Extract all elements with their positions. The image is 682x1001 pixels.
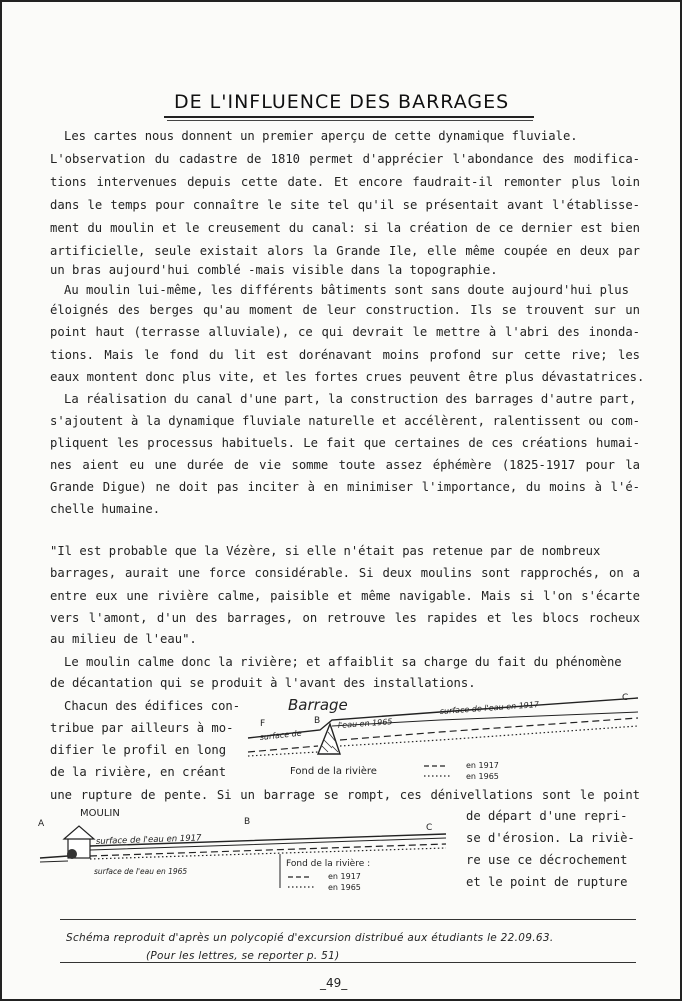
text-line: dans le temps pour connaître le site tel qu'il se présentait avant l'établisse- [50, 198, 640, 212]
river-bottom-1965-line [248, 726, 638, 756]
page-number: _49_ [320, 976, 348, 990]
text-line: un bras aujourd'hui comblé -mais visible dans la topographie. [50, 263, 498, 277]
text-line: de départ d'une repri- [466, 809, 628, 823]
text-line: Les cartes nous donnent un premier aperçu de cette dynamique fluviale. [64, 129, 578, 143]
text-line: L'observation du cadastre de 1810 permet d'apprécier l'abondance des modifica- [50, 152, 640, 166]
mill-wheel [67, 849, 77, 859]
title-underline [164, 116, 534, 118]
text-line: Grande Digue) ne doit pas inciter à en minimiser l'importance, du moins à l'é- [50, 480, 640, 494]
text-line: tions. Mais le fond du lit est dorénavant moins profond sur cette rive; les [50, 348, 640, 362]
point-f-label: F [260, 719, 266, 729]
caption-line-1: Schéma reproduit d'après un polycopié d'excursion distribué aux étudiants le 22.09.63. [66, 932, 554, 944]
point-a-label: A [38, 819, 45, 829]
text-line: barrages, aurait une force considérable. Si deux moulins sont rapprochés, on a [50, 566, 640, 580]
moulin-profile-diagram [36, 806, 460, 898]
surface-1965-label: l'eau en 1965 [337, 717, 393, 730]
point-b-label: B [244, 817, 251, 827]
legend-1917-label: en 1917 [328, 872, 361, 881]
text-line: La réalisation du canal d'une part, la construction des barrages d'autre part, [64, 392, 637, 406]
legend-1965-label: en 1965 [466, 772, 499, 781]
text-line: pliquent les processus habituels. Le fait que certaines de ces créations humai- [50, 436, 640, 450]
title-underline-second [167, 120, 533, 121]
caption-line-2: (Pour les lettres, se reporter p. 51) [146, 950, 340, 962]
text-line: chelle humaine. [50, 502, 161, 516]
barrage-profile-diagram [240, 690, 640, 782]
surface-1917-label: surface de l'eau en 1917 [95, 833, 202, 847]
text-line: nes aient eu une durée de vie somme toute assez éphémère (1825-1917 pour la [50, 458, 640, 472]
surface-1965-label: surface de l'eau en 1965 [94, 867, 188, 876]
barrage-heading: Barrage [288, 696, 348, 714]
river-bottom-label: Fond de la rivière : [286, 859, 371, 869]
text-line: de la rivière, en créant [50, 765, 227, 779]
text-line: re use ce décrochement [466, 853, 628, 867]
text-line: artificielle, seule existait alors la Grande Ile, elle même coupée en deux par [50, 244, 640, 258]
surface-1917-label: surface de l'eau en 1917 [439, 700, 540, 716]
text-line: tribue par ailleurs à mo- [50, 721, 234, 735]
surface-label: surface de [259, 728, 303, 742]
text-line: vers l'amont, d'un des barrages, on retrouve les rapides et les blocs rocheux [50, 611, 640, 625]
point-c-label: C [622, 693, 629, 703]
text-line: de décantation qui se produit à l'avant des installations. [50, 676, 476, 690]
mill-roof [64, 826, 94, 839]
river-bottom-1917-line [90, 844, 446, 856]
figure-caption [66, 929, 626, 965]
text-line: eaux montent donc plus vite, et les fortes crues peuvent être plus dévastatrices. [50, 370, 645, 384]
text-line: Le moulin calme donc la rivière; et affaiblit sa charge du fait du phénomène [64, 655, 622, 669]
river-bottom-1917-line [248, 718, 638, 752]
point-b-label: B [314, 716, 321, 726]
legend-1917-label: en 1917 [466, 761, 499, 770]
text-line: difier le profil en long [50, 743, 227, 757]
text-line: tions intervenues depuis cette date. Et encore faudrait-il remonter plus loin [50, 175, 640, 189]
text-line: se d'érosion. La riviè- [466, 831, 635, 845]
river-bottom-label: Fond de la rivière [290, 766, 377, 777]
text-line: point haut (terrasse alluviale), ce qui devrait le mettre à l'abri des inonda- [50, 325, 640, 339]
text-line: et le point de rupture [466, 875, 628, 889]
text-line: au milieu de l'eau". [50, 632, 197, 646]
point-c-label: C [426, 823, 433, 833]
text-line: une rupture de pente. Si un barrage se rompt, ces dénivellations sont le point [50, 788, 640, 802]
text-line: entre eux une rivière calme, paisible et même navigable. Mais si l'on s'écarte [50, 589, 640, 603]
text-line: "Il est probable que la Vézère, si elle n'était pas retenue par de nombreux [50, 544, 601, 558]
legend-1965-label: en 1965 [328, 883, 361, 892]
text-line: Au moulin lui-même, les différents bâtiments sont sans doute aujourd'hui plus [64, 283, 629, 297]
text-line: s'ajoutent à la dynamique fluviale naturelle et accélèrent, ralentissent ou com- [50, 414, 640, 428]
text-line: ment du moulin et le creusement du canal: si la création de ce dernier est bien [50, 221, 640, 235]
text-line: Chacun des édifices con- [64, 699, 241, 713]
text-line: éloignés des berges qu'au moment de leur construction. Ils se trouvent sur un [50, 303, 640, 317]
footer-rule-bottom [60, 962, 636, 963]
moulin-heading: MOULIN [80, 808, 120, 819]
page-title: DE L'INFLUENCE DES BARRAGES [174, 91, 510, 113]
footer-rule-top [60, 919, 636, 920]
